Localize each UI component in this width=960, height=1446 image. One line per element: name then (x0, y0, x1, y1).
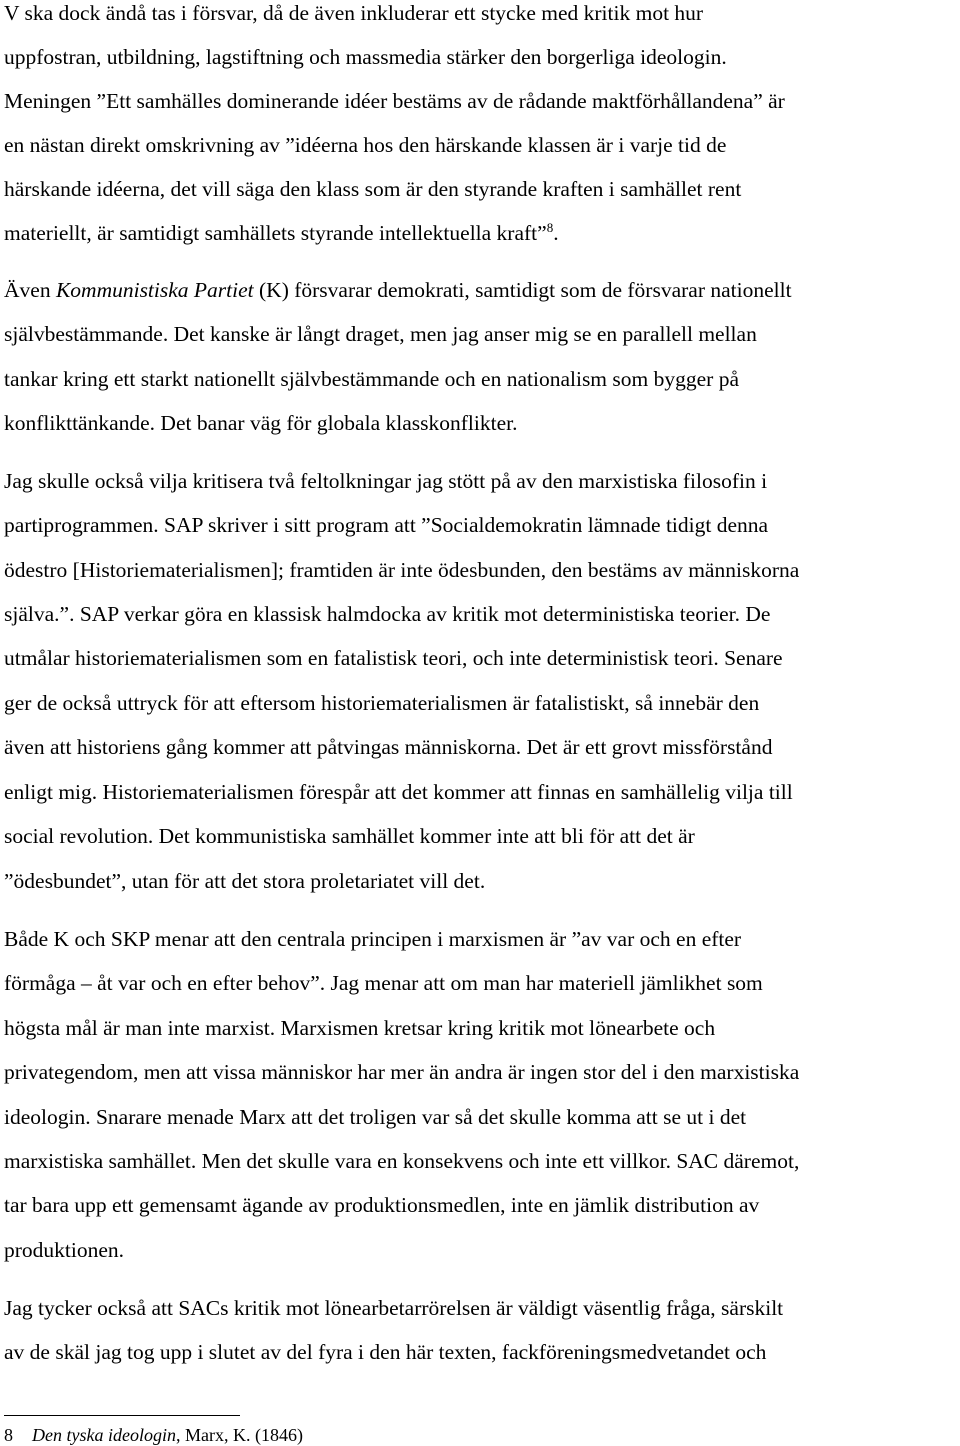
text-segment: tar bara upp ett gemensamt ägande av produktionsmedlen, inte en jämlik distribution av (4, 1193, 760, 1217)
text-segment: enligt mig. Historiematerialismen förespår att det kommer att finnas en samhällelig vilja till (4, 780, 793, 804)
text-segment: Meningen ”Ett samhälles dominerande idéer bestäms av de rådande maktförhållandena” är (4, 89, 785, 113)
text-segment: utmålar historiematerialismen som en fatalistisk teori, och inte deterministisk teori. Senare (4, 646, 783, 670)
text-segment: (K) försvarar demokrati, samtidigt som de försvarar nationellt (253, 278, 792, 302)
footnote-number: 8 (4, 1425, 13, 1445)
text-line (4, 823, 695, 849)
text-segment: marxistiska samhället. Men det skulle vara en konsekvens och inte ett villkor. SAC däremot, (4, 1149, 800, 1173)
text-segment: Även (4, 278, 56, 302)
text-line (4, 1148, 799, 1174)
text-segment: Både K och SKP menar att den centrala principen i marxismen är ”av var och en efter (4, 927, 742, 951)
footnote-citation: , Marx, K. (1846) (175, 1425, 303, 1445)
text-segment: högsta mål är man inte marxist. Marxismen kretsar kring kritik mot lönearbete och (4, 1016, 716, 1040)
text-segment: social revolution. Det kommunistiska samhället kommer inte att bli för att det är (4, 824, 695, 848)
text-line (4, 410, 517, 436)
text-segment: partiprogrammen. SAP skriver i sitt program att ”Socialdemokratin lämnade tidigt denna (4, 513, 769, 537)
text-segment: tankar kring ett starkt nationellt självbestämmande och en nationalism som bygger på (4, 367, 739, 391)
text-line (4, 366, 739, 392)
text-line (4, 734, 772, 760)
text-line (4, 44, 727, 70)
text-line (4, 1237, 124, 1263)
text-segment: ger de också uttryck för att eftersom historiematerialismen är fatalistiskt, så innebär den (4, 691, 760, 715)
text-segment: härskande idéerna, det vill säga den klass som är den styrande kraften i samhället rent (4, 177, 742, 201)
text-segment: uppfostran, utbildning, lagstiftning och massmedia stärker den borgerliga ideologin. (4, 45, 727, 69)
text-segment: ”ödesbundet”, utan för att det stora proletariatet vill det. (4, 869, 486, 893)
text-line (4, 220, 559, 246)
footnote-separator (4, 1415, 240, 1416)
text-segment: även att historiens gång kommer att påtvingas människorna. Det är ett grovt missförstånd (4, 735, 773, 759)
text-segment: ödestro [Historiematerialismen]; framtiden är inte ödesbunden, den bestäms av människorna (4, 558, 800, 582)
italic-text: Kommunistiska Partiet (55, 278, 254, 302)
text-line (4, 1192, 759, 1218)
text-segment: materiellt, är samtidigt samhällets styrande intellektuella kraft” (4, 221, 547, 245)
text-line (4, 557, 799, 583)
text-line (4, 601, 770, 627)
text-line (4, 132, 726, 158)
text-segment: produktionen. (4, 1238, 125, 1262)
text-segment: självbestämmande. Det kanske är långt draget, men jag anser mig se en parallell mellan (4, 322, 757, 346)
text-segment: V ska dock ändå tas i försvar, då de även inkluderar ett stycke med kritik mot hur (4, 1, 704, 25)
footnote-title: Den tyska ideologin (32, 1425, 176, 1445)
text-line (4, 468, 767, 494)
text-segment: en nästan direkt omskrivning av ”idéerna hos den härskande klassen är i varje tid de (4, 133, 727, 157)
footnote-reference: 8 (546, 219, 554, 235)
text-line (4, 1059, 799, 1085)
text-line (4, 321, 757, 347)
text-line (4, 970, 763, 996)
text-segment: Jag tycker också att SACs kritik mot lönearbetarrörelsen är väldigt väsentlig fråga, särskilt (4, 1296, 784, 1320)
text-line (4, 512, 768, 538)
text-segment: själva.”. SAP verkar göra en klassisk halmdocka av kritik mot deterministiska teorier. De (4, 602, 771, 626)
text-line (4, 176, 741, 202)
text-segment: Jag skulle också vilja kritisera två feltolkningar jag stött på av den marxistiska filosofin i (4, 469, 768, 493)
text-segment: ideologin. Snarare menade Marx att det troligen var så det skulle komma att se ut i det (4, 1105, 747, 1129)
text-line (4, 868, 485, 894)
text-line (4, 926, 741, 952)
text-line (4, 0, 703, 26)
text-line (4, 1104, 746, 1130)
text-segment: förmåga – åt var och en efter behov”. Jag menar att om man har materiell jämlikhet som (4, 971, 763, 995)
text-segment: . (553, 221, 559, 245)
text-segment: privategendom, men att vissa människor har mer än andra är ingen stor del i den marxistiska (4, 1060, 800, 1084)
text-line (4, 645, 783, 671)
text-line (4, 779, 793, 805)
text-line (4, 690, 759, 716)
text-line (4, 1015, 715, 1041)
text-line (4, 1295, 783, 1321)
footnote (4, 1424, 303, 1446)
text-line (4, 1339, 766, 1365)
text-line (4, 88, 785, 114)
text-segment: av de skäl jag tog upp i slutet av del fyra i den här texten, fackföreningsmedvetandet och (4, 1340, 767, 1364)
text-line (4, 277, 792, 303)
text-segment: konflikttänkande. Det banar väg för globala klasskonflikter. (4, 411, 518, 435)
